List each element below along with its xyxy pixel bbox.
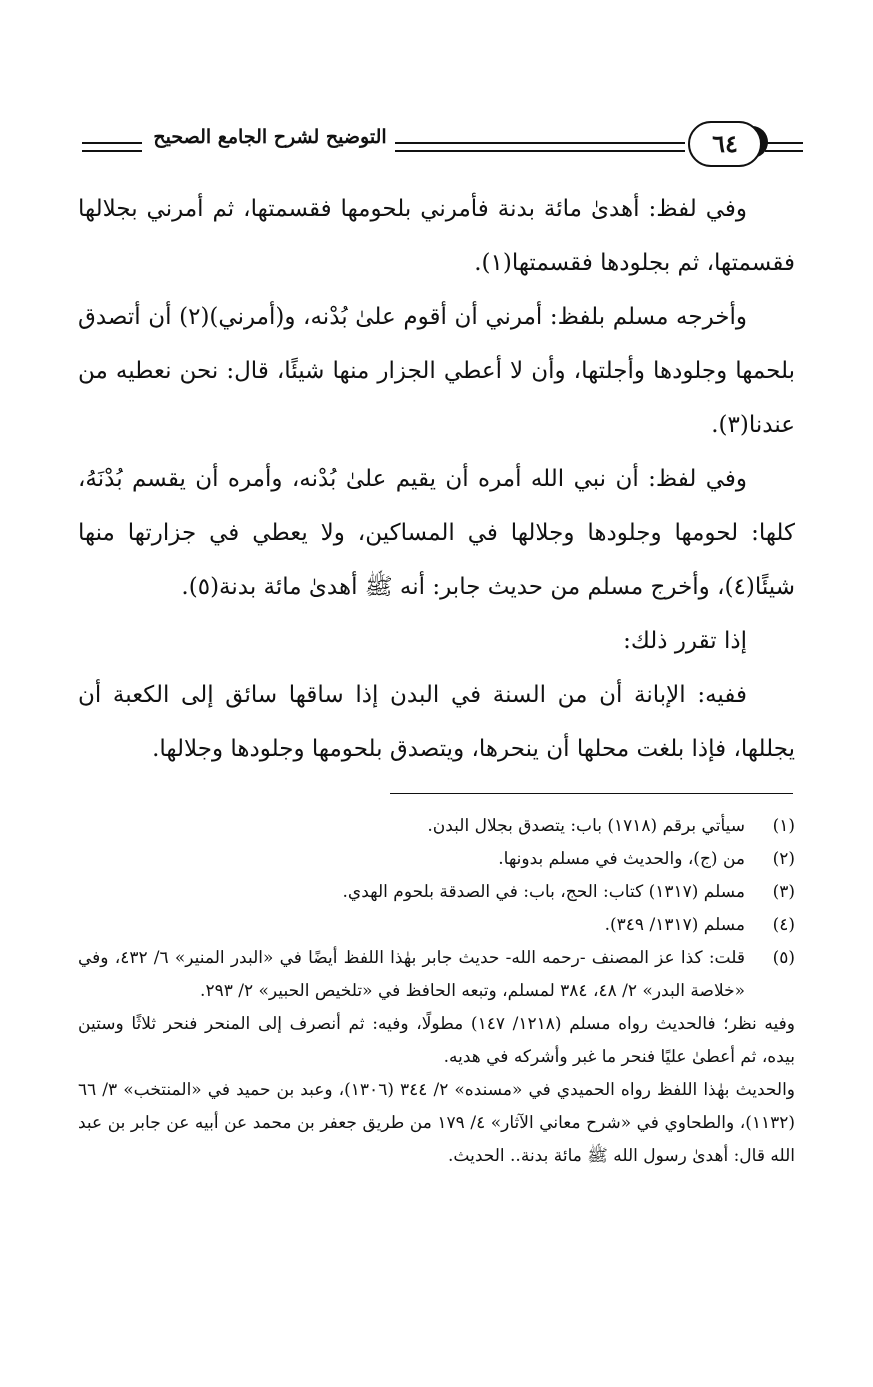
footnote-number: (٥) bbox=[772, 948, 795, 968]
footnote bbox=[78, 810, 795, 843]
main-text bbox=[78, 182, 795, 776]
page-number: ٦٤ bbox=[688, 121, 762, 167]
paragraph: إذا تقرر ذلك: bbox=[623, 628, 747, 654]
paragraph: ففيه: الإبانة أن من السنة في البدن إذا ساقها سائق إلى الكعبة أن يجللها، فإذا بلغت محلها أن ينحرها، ويتصدق بلحومها وجلودها وجلالها. bbox=[78, 682, 795, 762]
footnote-number: (١) bbox=[772, 816, 795, 836]
paragraph: وفي لفظ: أهدىٰ مائة بدنة فأمرني بلحومها فقسمتها، ثم أمرني بجلالها فقسمتها، ثم بجلودها فقسمتها(١). bbox=[78, 196, 795, 276]
footnote-text: من (ج)، والحديث في مسلم بدونها. bbox=[498, 849, 745, 869]
footnote-number: (٢) bbox=[772, 849, 795, 869]
footnote-number: (٣) bbox=[772, 882, 795, 902]
header-rule-left bbox=[82, 142, 142, 152]
header-rule-right bbox=[765, 142, 803, 152]
footnote bbox=[78, 843, 795, 876]
running-title: التوضيح لشرح الجامع الصحيح bbox=[153, 126, 387, 148]
page-header bbox=[60, 118, 810, 168]
footnote-separator bbox=[390, 793, 793, 794]
footnote-text: مسلم (١٣١٧) كتاب: الحج، باب: في الصدقة بلحوم الهدي. bbox=[342, 882, 745, 902]
footnote-number: (٤) bbox=[772, 915, 795, 935]
footnotes bbox=[78, 810, 795, 1173]
footnote-continuation: وفيه نظر؛ فالحديث رواه مسلم (١٢١٨/ ١٤٧) مطولًا، وفيه: ثم أنصرف إلى المنحر فنحر ثلاثًا وستين بيده، ثم أعطىٰ عليًا فنحر ما غبر وأشركه في هديه. bbox=[78, 1014, 795, 1067]
footnote bbox=[78, 876, 795, 909]
footnote-text: سيأتي برقم (١٧١٨) باب: يتصدق بجلال البدن. bbox=[427, 816, 745, 836]
footnote-text: قلت: كذا عز المصنف -رحمه الله- حديث جابر بهٰذا اللفظ أيضًا في «البدر المنير» ٦/ ٤٣٢، وفي «خلاصة البدر» ٢/ ٤٨، ٣٨٤ لمسلم، وتبعه الحافظ في «تلخيص الحبير» ٢/ ٢٩٣. bbox=[78, 948, 746, 1001]
header-rule-middle bbox=[395, 142, 685, 152]
paragraph: وأخرجه مسلم بلفظ: أمرني أن أقوم علىٰ بُدْنه، و(أمرني)(٢) أن أتصدق بلحمها وجلودها وأجلتها، وأن لا أعطي الجزار منها شيئًا، قال: نحن نعطيه من عندنا(٣). bbox=[78, 304, 795, 438]
footnote-continuation: والحديث بهٰذا اللفظ رواه الحميدي في «مسنده» ٢/ ٣٤٤ (١٣٠٦)، وعبد بن حميد في «المنتخب» ٣/ ٦٦ (١١٣٢)، والطحاوي في «شرح معاني الآثار» ٤/ ١٧٩ من طريق جعفر بن محمد عن أبيه عن جابر بن عبد الله قال: أهدىٰ رسول الله ﷺ مائة بدنة.. الحديث. bbox=[78, 1080, 796, 1166]
footnote bbox=[78, 942, 795, 1008]
footnote-text: مسلم (١٣١٧/ ٣٤٩). bbox=[604, 915, 745, 935]
footnote bbox=[78, 909, 795, 942]
paragraph: وفي لفظ: أن نبي الله أمره أن يقيم علىٰ بُدْنه، وأمره أن يقسم بُدْنَهُ، كلها: لحومها وجلودها وجلالها في المساكين، ولا يعطي في جزارتها منها شيئًا(٤)، وأخرج مسلم من حديث جابر: أنه ﷺ أهدىٰ مائة بدنة(٥). bbox=[78, 466, 795, 600]
